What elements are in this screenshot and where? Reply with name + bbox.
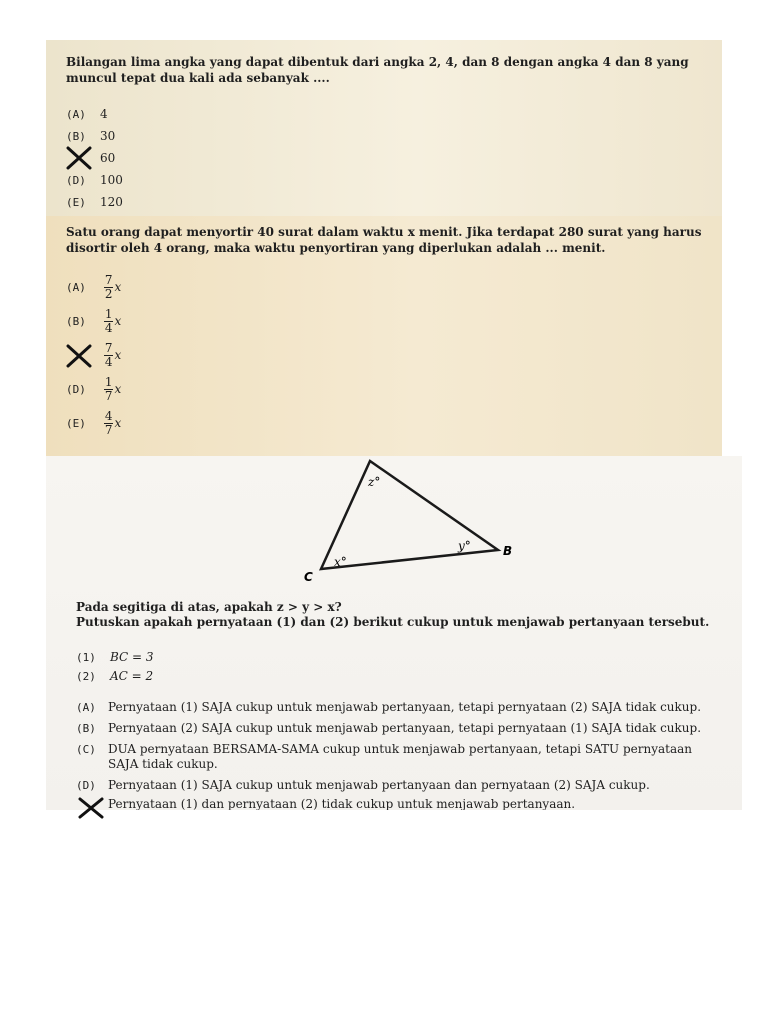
option-value: 120 — [100, 195, 123, 209]
option-label: (E) — [66, 196, 86, 209]
option-label: (D) — [66, 383, 86, 396]
question-3-panel — [46, 456, 742, 810]
question-3-line1: Pada segitiga di atas, apakah z > y > x? — [76, 600, 342, 614]
option-value: 60 — [100, 151, 116, 165]
option-label: (A) — [66, 281, 86, 294]
q2-option-b[interactable] — [66, 308, 121, 335]
option-value: 30 — [100, 129, 116, 143]
option-label: (E) — [66, 417, 86, 430]
cross-mark-icon — [66, 146, 92, 170]
statement-1: (1) BC = 3 — [76, 650, 154, 664]
variable: x — [114, 280, 122, 294]
q1-option-e[interactable] — [66, 194, 123, 211]
variable: x — [114, 314, 122, 328]
fraction: $\frac{1}{7}$ — [104, 375, 113, 403]
fraction: $\frac{7}{4}$ — [104, 341, 113, 369]
q1-option-b[interactable] — [66, 128, 115, 145]
statement-2: (2) AC = 2 — [76, 669, 154, 683]
variable: x — [114, 348, 122, 362]
q3-option-a[interactable]: (A) Pernyataan (1) SAJA cukup untuk menjawab pertanyaan, tetapi pernyataan (2) SAJA tidak cukup. — [76, 700, 702, 714]
fraction: $\frac{4}{7}$ — [104, 409, 113, 437]
q1-option-d[interactable] — [66, 172, 123, 189]
triangle-shape — [321, 461, 498, 569]
vertex-c-label: C — [304, 570, 313, 584]
angle-x-label: x° — [334, 555, 347, 569]
question-2-text: Satu orang dapat menyortir 40 surat dalam waktu x menit. Jika terdapat 280 surat yang harus disortir oleh 4 orang, maka waktu penyortiran yang diperlukan adalah ... menit. — [66, 225, 702, 255]
option-label: (A) — [66, 108, 86, 121]
vertex-b-label: B — [503, 544, 513, 558]
q1-option-a[interactable] — [66, 106, 108, 123]
q3-option-d[interactable]: (D) Pernyataan (1) SAJA cukup untuk menjawab pertanyaan dan pernyataan (2) SAJA cukup. — [76, 778, 650, 792]
cross-mark-icon — [66, 344, 92, 368]
fraction: $\frac{1}{4}$ — [104, 307, 113, 335]
q3-option-c[interactable]: (C) DUA pernyataan BERSAMA-SAMA cukup untuk menjawab pertanyaan, tetapi SATU pernyataan SAJA tidak cukup. — [76, 742, 693, 771]
option-value: 100 — [100, 173, 123, 187]
variable: x — [114, 382, 122, 396]
cross-mark-icon — [78, 797, 104, 819]
fraction: $\frac{7}{2}$ — [104, 273, 113, 301]
q2-option-a[interactable] — [66, 274, 121, 301]
angle-y-label: y° — [458, 539, 471, 553]
question-1-panel — [46, 40, 722, 216]
triangle-figure — [46, 456, 742, 592]
question-1-text: Bilangan lima angka yang dapat dibentuk dari angka 2, 4, dan 8 dengan angka 4 dan 8 yang muncul tepat dua kali ada sebanyak .... — [66, 55, 689, 85]
question-2-panel — [46, 216, 722, 456]
variable: x — [114, 416, 122, 430]
option-label: (D) — [66, 174, 86, 187]
q2-option-e[interactable] — [66, 410, 121, 437]
question-3-line2: Putuskan apakah pernyataan (1) dan (2) berikut cukup untuk menjawab pertanyaan tersebut. — [76, 615, 710, 629]
option-value: 4 — [100, 107, 108, 121]
option-label: (B) — [66, 315, 86, 328]
q3-option-e[interactable]: Pernyataan (1) dan pernyataan (2) tidak cukup untuk menjawab pertanyaan. — [108, 797, 576, 810]
option-label: (B) — [66, 130, 86, 143]
q2-option-d[interactable] — [66, 376, 121, 403]
q3-option-b[interactable]: (B) Pernyataan (2) SAJA cukup untuk menjawab pertanyaan, tetapi pernyataan (1) SAJA tidak cukup. — [76, 721, 702, 735]
angle-z-label: z° — [368, 475, 381, 489]
